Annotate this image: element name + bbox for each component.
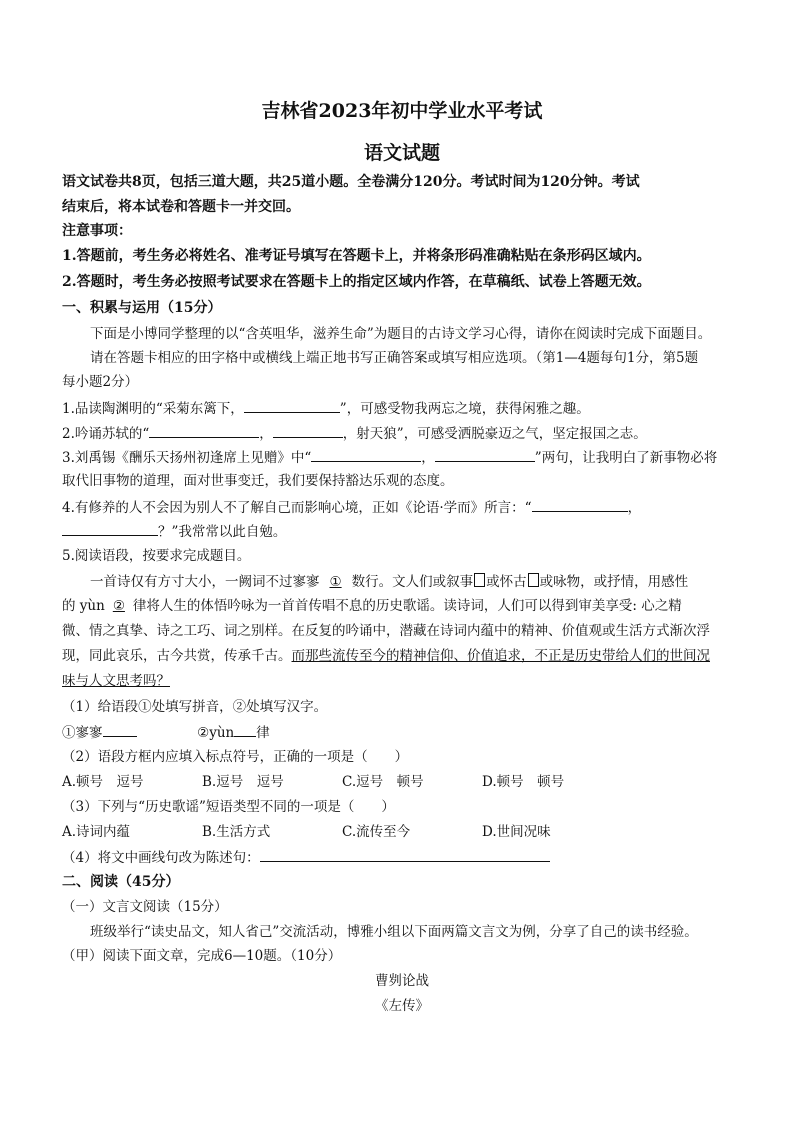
s3-option-a[interactable]: A.诗词内蕴 bbox=[62, 824, 131, 840]
q4-text-b: ， bbox=[627, 500, 642, 516]
q4-blank-2[interactable] bbox=[62, 521, 158, 536]
q2-text-b: ， bbox=[259, 426, 273, 442]
q3-text-b: ， bbox=[421, 450, 435, 466]
p1-blank: ① bbox=[329, 574, 342, 590]
sub-question-1: （1）给语段①处填写拼音，②处填写汉字。 bbox=[62, 699, 328, 715]
s2-option-d[interactable]: D.顿号 顿号 bbox=[482, 774, 565, 790]
s3-option-c[interactable]: C.流传至今 bbox=[342, 824, 411, 840]
p4-text-a: 现，同此哀乐，古今共赏，传承千古。 bbox=[62, 648, 292, 664]
q4-blank-1[interactable] bbox=[532, 497, 628, 512]
s1-blank-1[interactable] bbox=[103, 722, 137, 737]
question-3-cont: 取代旧事物的道理，面对世事变迁，我们要保持豁达乐观的态度。 bbox=[62, 473, 454, 489]
passage-line-1 bbox=[62, 572, 742, 592]
question-1 bbox=[62, 398, 742, 419]
p2-text-b: 律将人生的体悟吟咏为一首首传唱不息的历史歌谣。读诗词，人们可以得到审美享受: 心之精 bbox=[132, 598, 682, 614]
question-4-cont bbox=[62, 521, 742, 542]
q3-blank-1[interactable] bbox=[311, 447, 421, 462]
article-title: 曹刿论战 bbox=[375, 973, 429, 989]
section2-heading: 二、阅读（45分） bbox=[62, 874, 180, 890]
passage-line-4 bbox=[62, 646, 742, 666]
s1-b: ②yùn bbox=[197, 725, 235, 741]
q2-blank-1[interactable] bbox=[149, 423, 259, 438]
punct-box-1 bbox=[474, 573, 485, 587]
question-4 bbox=[62, 497, 742, 518]
section2-intro: 班级举行“读史品文，知人省己”交流活动，博雅小组以下面两篇文言文为例，分享了自己的读书经验。 bbox=[90, 924, 698, 940]
section2-sub-1: （一）文言文阅读（15分） bbox=[62, 899, 228, 915]
s2-option-b[interactable]: B.逗号 逗号 bbox=[202, 774, 284, 790]
p1-text-c: 或怀古 bbox=[486, 574, 527, 590]
notice-title: 注意事项： bbox=[62, 223, 132, 239]
s3-option-b[interactable]: B.生活方式 bbox=[202, 824, 271, 840]
question-5: 5.阅读语段，按要求完成题目。 bbox=[62, 548, 251, 564]
passage-line-5 bbox=[62, 671, 742, 691]
sub-question-2: （2）语段方框内应填入标点符号，正确的一项是（ ） bbox=[62, 749, 409, 765]
question-3 bbox=[62, 447, 742, 468]
q2-text-c: ，射天狼”，可感受洒脱豪迈之气，坚定报国之志。 bbox=[342, 426, 647, 442]
passage-line-3: 微、情之真挚、诗之工巧、词之别样。在反复的吟诵中，潜藏在诗词内蕴中的精神、价值观或生活方式渐次浮 bbox=[62, 623, 710, 639]
q3-text-a: 3.刘禹锡《酬乐天扬州初逢席上见赠》中“ bbox=[62, 450, 312, 466]
question-2 bbox=[62, 423, 742, 444]
s1-a: ①寥寥 bbox=[62, 725, 103, 741]
s1-c: 律 bbox=[256, 725, 270, 741]
p2-text-a: 的 yùn bbox=[62, 598, 105, 614]
sub-question-4 bbox=[62, 847, 742, 868]
s1-blank-2[interactable] bbox=[234, 722, 256, 737]
section1-heading: 一、积累与运用（15分） bbox=[62, 300, 222, 316]
section1-desc-3: 每小题2分） bbox=[62, 374, 139, 390]
q1-blank[interactable] bbox=[244, 398, 340, 413]
s2-option-a[interactable]: A.顿号 逗号 bbox=[62, 774, 144, 790]
q2-text-a: 2.吟诵苏轼的“ bbox=[62, 426, 150, 442]
s3-option-d[interactable]: D.世间况味 bbox=[482, 824, 551, 840]
q2-blank-2[interactable] bbox=[273, 423, 343, 438]
s2-option-c[interactable]: C.逗号 顿号 bbox=[342, 774, 424, 790]
q1-text-b: ”，可感受物我两忘之境，获得闲雅之趣。 bbox=[339, 401, 590, 417]
sub-question-3: （3）下列与“历史歌谣”短语类型不同的一项是（ ） bbox=[62, 799, 395, 815]
q3-blank-2[interactable] bbox=[435, 447, 535, 462]
exam-subtitle: 语文试题 bbox=[363, 142, 440, 164]
p1-text-a: 一首诗仅有方寸大小，一阙词不过寥寥 bbox=[90, 574, 320, 590]
s4-blank[interactable] bbox=[260, 847, 550, 862]
section1-desc-1: 下面是小博同学整理的以“含英咀华，滋养生命”为题目的古诗文学习心得，请你在阅读时完成下面题目。 bbox=[90, 326, 712, 342]
intro-line-1: 语文试卷共8页，包括三道大题，共25道小题。全卷满分120分。考试时间为120分钟。考试 bbox=[62, 174, 640, 190]
intro-line-2: 结束后，将本试卷和答题卡一并交回。 bbox=[62, 199, 300, 215]
q1-text-a: 1.品读陶渊明的“采菊东篱下， bbox=[62, 401, 244, 417]
passage-line-2 bbox=[62, 596, 742, 616]
notice-1: 1.答题前，考生务必将姓名、准考证号填写在答题卡上，并将条形码准确粘贴在条形码区域内。 bbox=[62, 248, 651, 264]
p4-underlined: 而那些流传至今的精神信仰、价值追求，不正是历史带给人们的世间况 bbox=[291, 648, 710, 664]
p1-text-d: 或咏物，或抒情，用感性 bbox=[539, 574, 689, 590]
punct-box-2 bbox=[528, 573, 539, 587]
q4-text-c: ？”我常常以此自勉。 bbox=[158, 524, 287, 540]
notice-2: 2.答题时，考生务必按照考试要求在答题卡上的指定区域内作答，在草稿纸、试卷上答题无效。 bbox=[62, 274, 651, 290]
sub-question-1-answers bbox=[62, 722, 742, 743]
p5-underlined: 味与人文思考吗？ bbox=[62, 673, 170, 689]
q3-text-c: ”两句，让我明白了新事物必将 bbox=[534, 450, 718, 466]
p1-text-b: 数行。文人们或叙事 bbox=[351, 574, 474, 590]
p2-blank: ② bbox=[112, 598, 125, 614]
s4-text: （4）将文中画线句改为陈述句： bbox=[62, 850, 260, 866]
article-source: 《左传》 bbox=[375, 998, 429, 1014]
section1-desc-2: 请在答题卡相应的田字格中或横线上端正地书写正确答案或填写相应选项。（第1—4题每句1分，第5题 bbox=[90, 350, 699, 366]
q4-text-a: 4.有修养的人不会因为别人不了解自己而影响心境，正如《论语·学而》所言：“ bbox=[62, 500, 532, 516]
section2-jia: （甲）阅读下面文章，完成6—10题。（10分） bbox=[62, 948, 342, 964]
exam-title: 吉林省2023年初中学业水平考试 bbox=[261, 100, 543, 122]
